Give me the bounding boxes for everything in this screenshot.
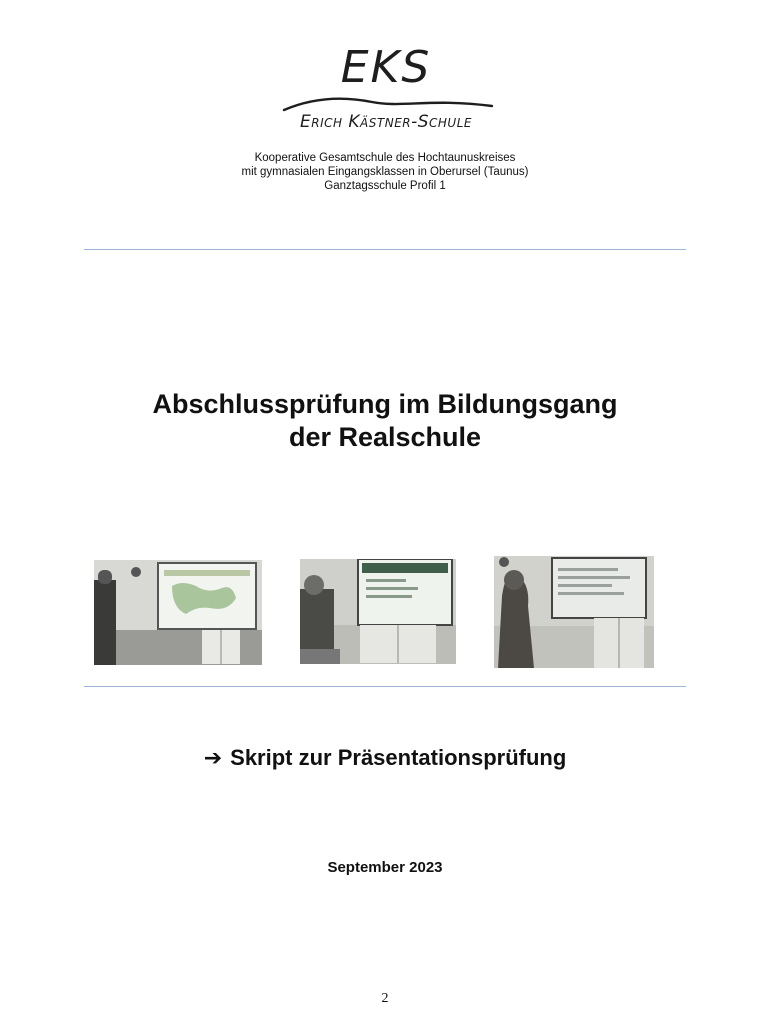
presentation-photo-icon [94,560,262,665]
arrow-right-icon: ➔ [203,746,223,771]
logo-school-name: Erich Kästner-Schule [299,112,472,132]
document-date: September 2023 [327,859,443,876]
title-line: der Realschule [288,422,482,452]
document-title [0,388,770,454]
school-info [0,151,770,193]
logo-abbreviation: EKS [340,42,432,93]
presentation-photo-2 [300,559,456,664]
script-heading-label: Skript zur Präsentationsprüfung [230,745,567,770]
presentation-photo-1 [94,560,262,665]
school-info-line: Kooperative Gesamtschule des Hochtaunuskreises [254,152,516,164]
school-logo [268,40,504,136]
presentation-photo-3 [494,556,654,668]
school-info-line: Ganztagsschule Profil 1 [324,180,446,192]
presentation-photo-icon [494,556,654,668]
divider-bottom [84,686,686,687]
title-line: Abschlussprüfung im Bildungsgang [152,389,618,419]
presentation-photo-icon [300,559,456,664]
divider-top [84,249,686,250]
page-number: 2 [381,991,389,1006]
school-info-line: mit gymnasialen Eingangsklassen in Oberursel (Taunus) [241,166,529,178]
script-heading [0,743,770,774]
